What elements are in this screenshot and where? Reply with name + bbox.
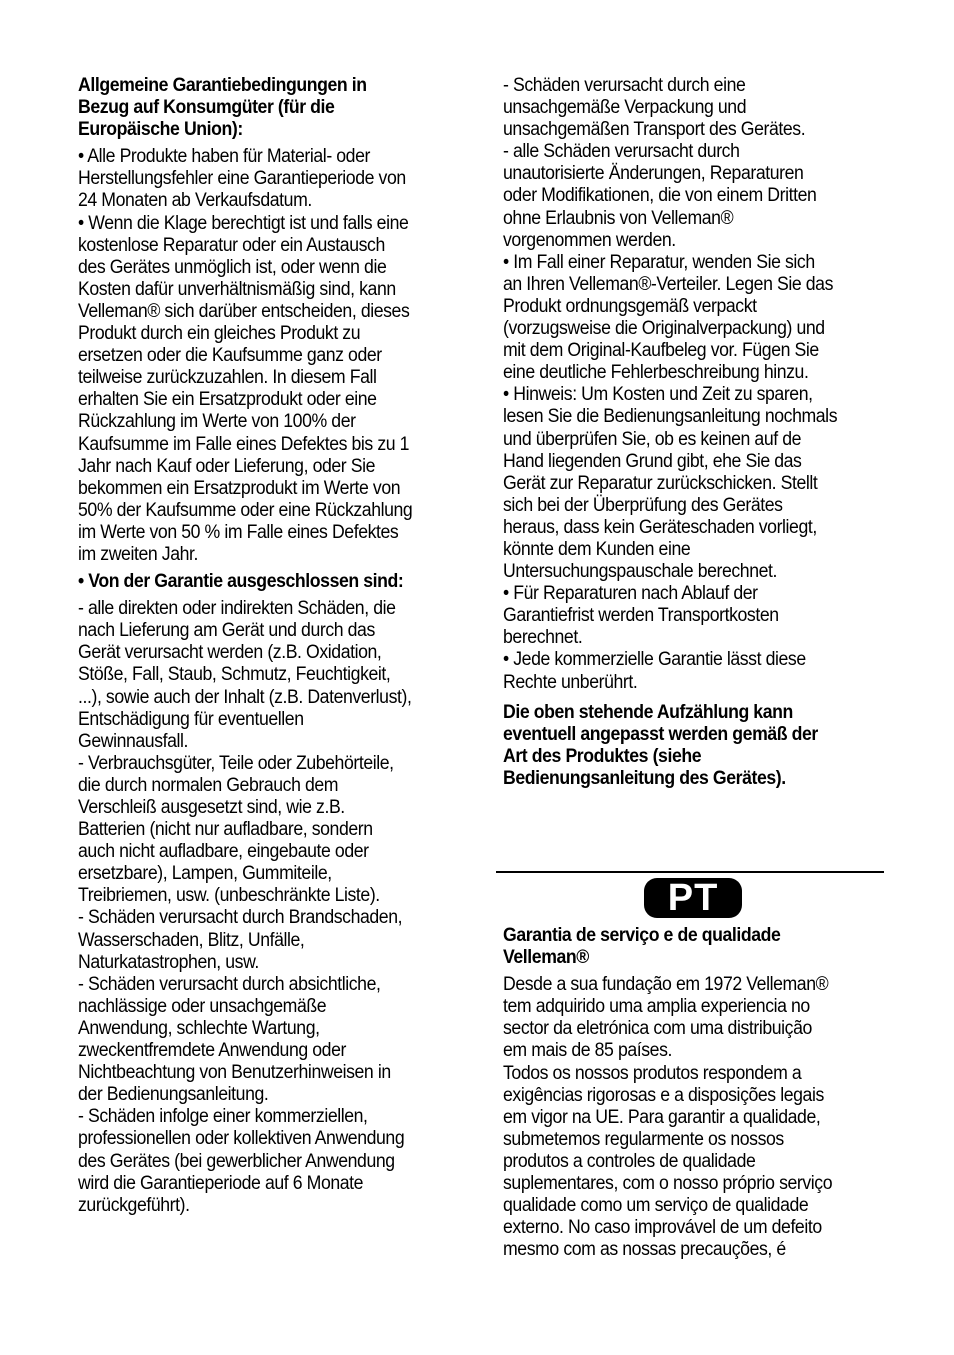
adjustment-note: Die oben stehende Aufzählung kann eventuell angepasst werden gemäß der Art des Produktes (siehe Bedienungsanleitung des Gerätes). <box>503 701 818 789</box>
section-divider <box>496 871 884 873</box>
warranty-heading: Allgemeine Garantiebedingungen in Bezug auf Konsumgüter (für die Europäische Union): <box>78 75 367 141</box>
exclusions-continued-text: - Schäden verursacht durch eine unsachgemäße Verpackung und unsachgemäßen Transport des Gerätes. - alle Schäden verursacht durch unautorisierte Änderungen, Reparaturen oder Modifikationen, die von einem Dritten ohne Erlaubnis von Velleman® vorgenommen werden. • Im Fall einer Reparatur, wenden Sie sich an Ihren Velleman®-Verteiler. Legen Sie das Produkt ordnungsgemäß verpackt (vorzugsweise die Originalverpackung) und mit dem Original-Kaufbeleg vor. Fügen Sie eine deutliche Fehlerbeschreibung hinzu. • Hinweis: Um Kosten und Zeit zu sparen, lesen Sie die Bedienungsanleitung nochmals und überprüfen Sie, ob es keinen auf de Hand liegenden Grund gibt, ehe Sie das Gerät zur Reparatur zurückschicken. Stellt sich bei der Überprüfung des Gerätes heraus, dass kein Geräteschaden vorliegt, könnte dem Kunden eine Untersuchungspauschale berechnet. • Für Reparaturen nach Ablauf der Garantiefrist werden Transportkosten berechnet. • Jede kommerzielle Garantie lässt diese Rechte unberührt. <box>503 75 838 693</box>
pt-heading: Garantia de serviço e de qualidade Velleman® <box>503 925 781 969</box>
pt-section <box>503 925 879 1261</box>
pt-body-text: Desde a sua fundação em 1972 Velleman® tem adquirido uma amplia experiencia no sector da eletrónica com uma distribuição em mais de 85 países. Todos os nossos produtos respondem a exigências rigorosas e a disposições legais em vigor na UE. Para garantir a qualidade, submetemos regularmente os nossos produtos a controles de qualidade suplementares, com o nosso próprio serviço qualidade como um serviço de qualidade externo. No caso improvável de um defeito mesmo com as nossas precauções, é <box>503 974 833 1261</box>
language-badge-label: PT <box>667 877 719 919</box>
exclusions-text: - alle direkten oder indirekten Schäden, die nach Lieferung am Gerät und durch das Gerät verursacht werden (z.B. Oxidation, Stöße, Fall, Staub, Schmutz, Feuchtigkeit, ...), sowie auch der Inhalt (z.B. Datenverlust), Entschädigung für eventuellen Gewinnausfall. - Verbrauchsgüter, Teile oder Zubehörteile, die durch normalen Gebrauch dem Verschleiß ausgesetzt sind, wie z.B. Batterien (nicht nur aufladbare, sondern auch nicht aufladbare, eingebaute oder ersetzbare), Lampen, Gummiteile, Treibriemen, usw. (unbeschränkte Liste). - Schäden verursacht durch Brandschaden, Wasserschaden, Blitz, Unfälle, Naturkatastrophen, usw. - Schäden verursacht durch absichtliche, nachlässige oder unsachgemäße Anwendung, schlechte Wartung, zweckentfremdete Anwendung oder Nichtbeachtung von Benutzerhinweisen in der Bedienungsanleitung. - Schäden infolge einer kommerziellen, professionellen oder kollektiven Anwendung des Gerätes (bei gewerblicher Anwendung wird die Garantieperiode auf 6 Monate zurückgeführt). <box>78 598 412 1216</box>
language-badge-pt <box>644 878 742 918</box>
left-column <box>78 75 454 1217</box>
warranty-terms-text: • Alle Produkte haben für Material- oder Herstellungsfehler eine Garantieperiode von 24 Monaten ab Verkaufsdatum. • Wenn die Klage berechtigt ist und falls eine kostenlose Reparatur oder ein Austausch des Gerätes unmöglich ist, oder wenn die Kosten dafür unverhältnismäßig sind, kann Velleman® sich darüber entscheiden, dieses Produkt durch ein gleiches Produkt zu ersetzen oder die Kaufsumme ganz oder teilweise zurückzuzahlen. In diesem Fall erhalten Sie ein Ersatzprodukt oder eine Rückzahlung im Werte von 100% der Kaufsumme im Falle eines Defektes bis zu 1 Jahr nach Kauf oder Lieferung, oder Sie bekommen ein Ersatzprodukt im Werte von 50% der Kaufsumme oder eine Rückzahlung im Werte von 50 % im Falle eines Defektes im zweiten Jahr. <box>78 146 413 565</box>
exclusions-heading: • Von der Garantie ausgeschlossen sind: <box>78 571 404 593</box>
right-column <box>503 75 879 790</box>
